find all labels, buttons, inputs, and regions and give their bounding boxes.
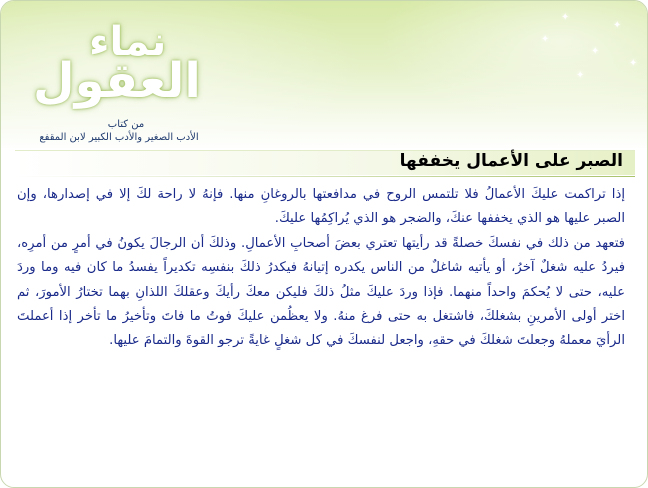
logo-word-namaa: نماء (89, 19, 167, 65)
article-title: الصبر على الأعمال يخففها (399, 151, 623, 171)
article-paragraph: فتعهد من ذلك في نفسكَ خصلةً قد رأيتها تعتري بعضَ أصحابِ الأعمالِ. وذلكَ أن الرجالَ يكونُ في أمرٍ من أمرِه، فيردُ عليه شغلٌ آخرُ، أو يأتيه شاغلٌ من الناس يكدره إتيانهُ فيكدرُ ذلكَ بنفسِه تكديراً يفسدُ ما كان فيه وما وردَ عليه، حتى لا يُحكمَ واحداً منهما. فإذا وردَ عليكَ مثلُ ذلكَ فليكن معكَ رأيكَ وعقلكَ اللذانِ بهما تختارُ الأمورَ، ثم اختر أولى الأمرينِ بشغلكَ، فاشتغل به حتى فرغ منهُ. ولا يعظُمن عليكَ فوتُ ما فاتَ وتأخيرُ ما تأخر إذا أعملتَ الرأيَ معملهُ وجعلتَ شغلكَ في حقهِ، واجعل لنفسكَ في كل شغلٍ غايةً ترجو القوةَ والتمامَ عليها. (17, 235, 625, 349)
article-body (17, 183, 625, 354)
sparkle-icon: ✦ (541, 34, 550, 45)
header-banner (1, 1, 648, 151)
title-divider (15, 176, 635, 177)
sparkle-icon: ✦ (561, 12, 570, 23)
sparkle-icon: ✦ (591, 46, 600, 57)
article-paragraph: إذا تراكمت عليكَ الأعمالُ فلا تلتمس الروح في مدافعتها بالروغانِ منها. فإنهُ لا راحة لكَ إلا في إصدارها، وإن الصبر عليها هو الذي يخففها عنكَ، والضجر هو الذي يُراكِمُها عليكَ. (17, 187, 625, 227)
sparkle-icon: ✦ (629, 58, 638, 69)
logo-book-title: الأدب الصغير والأدب الكبير لابن المقفع (39, 132, 199, 143)
sparkle-icon: ✦ (613, 20, 622, 31)
sparkle-icon: ✦ (576, 70, 585, 81)
logo-from-label: من كتاب (107, 119, 145, 130)
logo-word-aloqool: العقول (33, 53, 201, 109)
